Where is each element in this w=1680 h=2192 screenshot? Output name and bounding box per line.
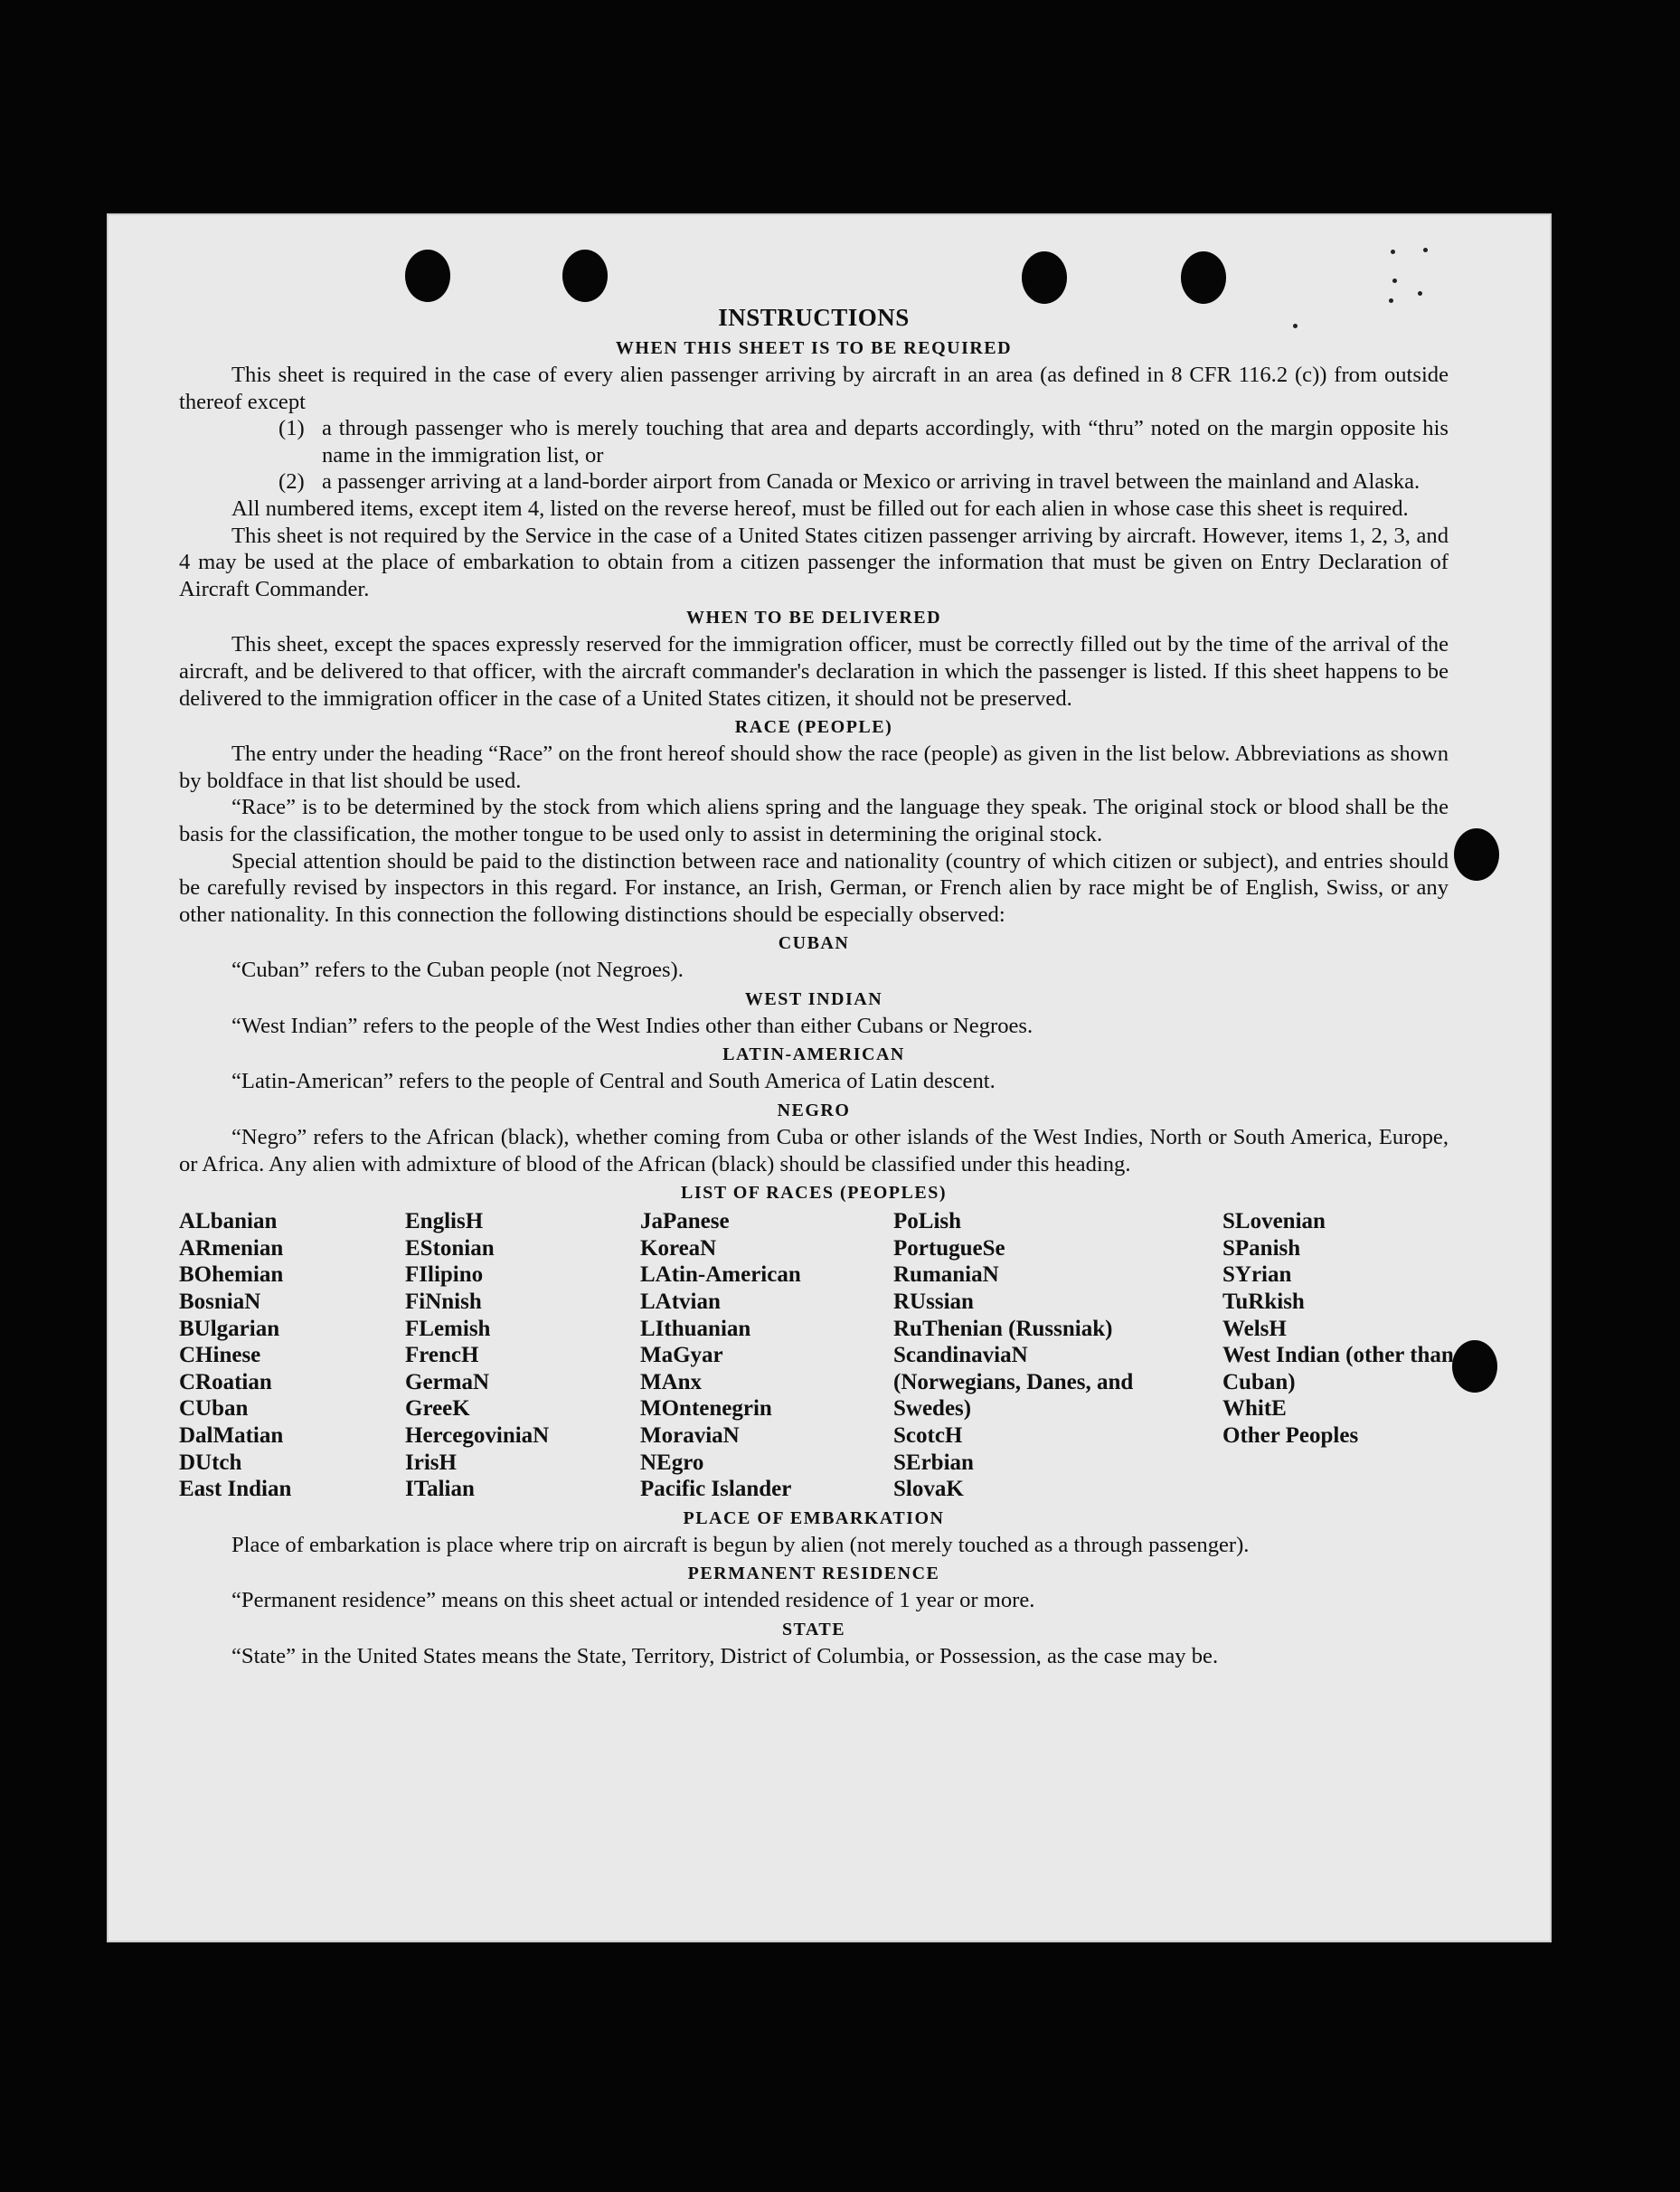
race-entry: SErbian bbox=[893, 1450, 974, 1475]
race-entry: FiNnish bbox=[405, 1290, 482, 1315]
section-heading: CUBAN bbox=[778, 933, 850, 954]
paragraph: “West Indian” refers to the people of the West Indies other than either Cubans or Negroes. bbox=[231, 1013, 1033, 1038]
race-entry: RuThenian (Russniak) bbox=[893, 1316, 1113, 1341]
paragraph: This sheet is not required by the Service in the case of a United States citizen passenger arriving by aircraft. However, items 1, 2, 3, and 4 may be used at the place of embarkation to obtain from a citizen passenger the information that must be given on Entry Declaration of Aircraft Commander. bbox=[179, 523, 1449, 601]
race-entry: FLemish bbox=[405, 1316, 491, 1341]
race-entry: PoLish bbox=[893, 1209, 962, 1234]
section-heading: STATE bbox=[781, 1619, 846, 1639]
speck bbox=[1391, 250, 1395, 254]
list-item bbox=[278, 415, 1449, 468]
section-heading: NEGRO bbox=[777, 1101, 851, 1121]
page-title: INSTRUCTIONS bbox=[718, 304, 910, 331]
race-entry: CRoatian bbox=[179, 1369, 272, 1394]
punch-hole bbox=[1454, 828, 1499, 881]
race-entry: JaPanese bbox=[640, 1209, 730, 1234]
race-entry: WhitE bbox=[1222, 1396, 1287, 1422]
race-entry: ITalian bbox=[405, 1477, 475, 1502]
race-entry: HercegoviniaN bbox=[405, 1423, 550, 1448]
race-entry: LAtin-American bbox=[640, 1262, 801, 1288]
race-entry: DalMatian bbox=[179, 1423, 284, 1448]
race-entry: Other Peoples bbox=[1222, 1423, 1359, 1448]
race-entry: SLovenian bbox=[1222, 1209, 1326, 1234]
race-entry: EStonian bbox=[405, 1235, 495, 1261]
punch-hole bbox=[405, 250, 450, 302]
race-entry: MoraviaN bbox=[640, 1423, 740, 1448]
race-entry: FIlipino bbox=[405, 1262, 484, 1288]
race-column bbox=[1222, 1208, 1454, 1503]
race-entry: East Indian bbox=[179, 1477, 292, 1502]
race-entry: RumaniaN bbox=[893, 1262, 999, 1288]
race-entry: ALbanian bbox=[179, 1209, 278, 1234]
list-item bbox=[278, 468, 1449, 496]
race-entry: GreeK bbox=[405, 1396, 470, 1422]
paragraph: “Permanent residence” means on this sheet actual or intended residence of 1 year or more. bbox=[231, 1588, 1035, 1613]
race-entry: SlovaK bbox=[893, 1477, 964, 1502]
race-entry: CHinese bbox=[179, 1343, 261, 1368]
race-entry: West Indian (other than Cuban) bbox=[1222, 1343, 1454, 1394]
punch-hole bbox=[1022, 251, 1067, 304]
race-entry: BOhemian bbox=[179, 1262, 284, 1288]
paragraph: “Race” is to be determined by the stock from which aliens spring and the language they speak. The original stock or blood shall be the basis for the classification, the mother tongue to be used only to assist in determining the original stock. bbox=[179, 795, 1449, 846]
race-entry: PortugueSe bbox=[893, 1235, 1005, 1261]
race-entry: GermaN bbox=[405, 1369, 490, 1394]
section-heading: WEST INDIAN bbox=[744, 988, 883, 1009]
race-entry: MaGyar bbox=[640, 1343, 723, 1368]
race-column bbox=[893, 1208, 1222, 1503]
race-entry: IrisH bbox=[405, 1450, 457, 1475]
race-entry: LIthuanian bbox=[640, 1316, 751, 1341]
race-entry: SYrian bbox=[1222, 1262, 1292, 1288]
section-heading: RACE (PEOPLE) bbox=[734, 717, 893, 738]
race-entry: RUssian bbox=[893, 1290, 974, 1315]
race-column bbox=[640, 1208, 893, 1503]
race-entry: Pacific Islander bbox=[640, 1477, 792, 1502]
race-entry: LAtvian bbox=[640, 1290, 721, 1315]
paragraph: Special attention should be paid to the distinction between race and nationality (country of which citizen or subject), and entries should be carefully revised by inspectors in this regard. For instance, an Irish, German, or French alien by race might be of English, Swiss, or any other nationality. In this connection the following distinctions should be especially observed: bbox=[179, 848, 1449, 927]
race-entry: BosniaN bbox=[179, 1290, 261, 1315]
race-entry: EnglisH bbox=[405, 1209, 484, 1234]
speck bbox=[1392, 279, 1397, 283]
paragraph: “Latin-American” refers to the people of Central and South America of Latin descent. bbox=[231, 1069, 996, 1094]
paragraph: Place of embarkation is place where trip on aircraft is begun by alien (not merely touched as a through passenger). bbox=[231, 1532, 1250, 1557]
race-entry: ScotcH bbox=[893, 1423, 963, 1448]
punch-hole bbox=[1181, 251, 1226, 304]
speck bbox=[1423, 248, 1428, 252]
race-entry: KoreaN bbox=[640, 1235, 717, 1261]
section-heading: PERMANENT RESIDENCE bbox=[687, 1564, 940, 1584]
item-number: (1) bbox=[278, 416, 305, 441]
race-entry: NEgro bbox=[640, 1450, 704, 1475]
race-column bbox=[405, 1208, 640, 1503]
race-entry: BUlgarian bbox=[179, 1316, 280, 1341]
section-heading: WHEN THIS SHEET IS TO BE REQUIRED bbox=[615, 338, 1013, 358]
instructions-content bbox=[179, 302, 1454, 1670]
race-entry: FrencH bbox=[405, 1343, 479, 1368]
race-entry: MOntenegrin bbox=[640, 1396, 772, 1422]
race-entry: ARmenian bbox=[179, 1235, 284, 1261]
item-text: a passenger arriving at a land-border airport from Canada or Mexico or arriving in travel between the mainland and Alaska. bbox=[322, 469, 1420, 495]
paragraph: “Cuban” refers to the Cuban people (not Negroes). bbox=[231, 958, 684, 983]
section-heading: WHEN TO BE DELIVERED bbox=[685, 608, 942, 628]
paragraph: All numbered items, except item 4, listed on the reverse hereof, must be filled out for each alien in whose case this sheet is required. bbox=[231, 496, 1409, 521]
punch-hole bbox=[562, 250, 608, 302]
item-number: (2) bbox=[278, 469, 305, 495]
paragraph: The entry under the heading “Race” on the front hereof should show the race (people) as given in the list below. Abbreviations as shown by boldface in that list should be used. bbox=[179, 742, 1449, 793]
race-entry: DUtch bbox=[179, 1450, 242, 1475]
paragraph: This sheet is required in the case of every alien passenger arriving by aircraft in an area (as defined in 8 CFR 116.2 (c)) from outside thereof except bbox=[179, 363, 1449, 414]
item-text: a through passenger who is merely touching that area and departs accordingly, with “thru” noted on the margin opposite his name in the immigration list, or bbox=[322, 416, 1449, 468]
race-entry: WelsH bbox=[1222, 1316, 1287, 1341]
race-entry: SPanish bbox=[1222, 1235, 1301, 1261]
section-heading: PLACE OF EMBARKATION bbox=[683, 1507, 945, 1528]
race-entry: CUban bbox=[179, 1396, 249, 1422]
section-heading: LATIN-AMERICAN bbox=[722, 1044, 905, 1065]
race-entry: ScandinaviaN (Norwegians, Danes, and Swedes) bbox=[893, 1343, 1134, 1422]
race-column bbox=[179, 1208, 405, 1503]
paragraph: “Negro” refers to the African (black), whether coming from Cuba or other islands of the West Indies, North or South America, Europe, or Africa. Any alien with admixture of blood of the African (black) should be classified under this heading. bbox=[179, 1125, 1449, 1176]
document-page bbox=[107, 213, 1552, 1942]
speck bbox=[1418, 291, 1422, 296]
paragraph: This sheet, except the spaces expressly reserved for the immigration officer, must be correctly filled out by the time of the arrival of the aircraft, and be delivered to that officer, with the aircraft commander's declaration in which the passenger is listed. If this sheet happens to be delivered to the immigration officer in the case of a United States citizen, it should not be preserved. bbox=[179, 632, 1449, 711]
race-entry: TuRkish bbox=[1222, 1290, 1305, 1315]
paragraph: “State” in the United States means the State, Territory, District of Columbia, or Possession, as the case may be. bbox=[231, 1643, 1219, 1668]
section-heading: LIST OF RACES (PEOPLES) bbox=[680, 1183, 947, 1204]
race-entry: MAnx bbox=[640, 1369, 703, 1394]
race-list bbox=[179, 1208, 1454, 1503]
